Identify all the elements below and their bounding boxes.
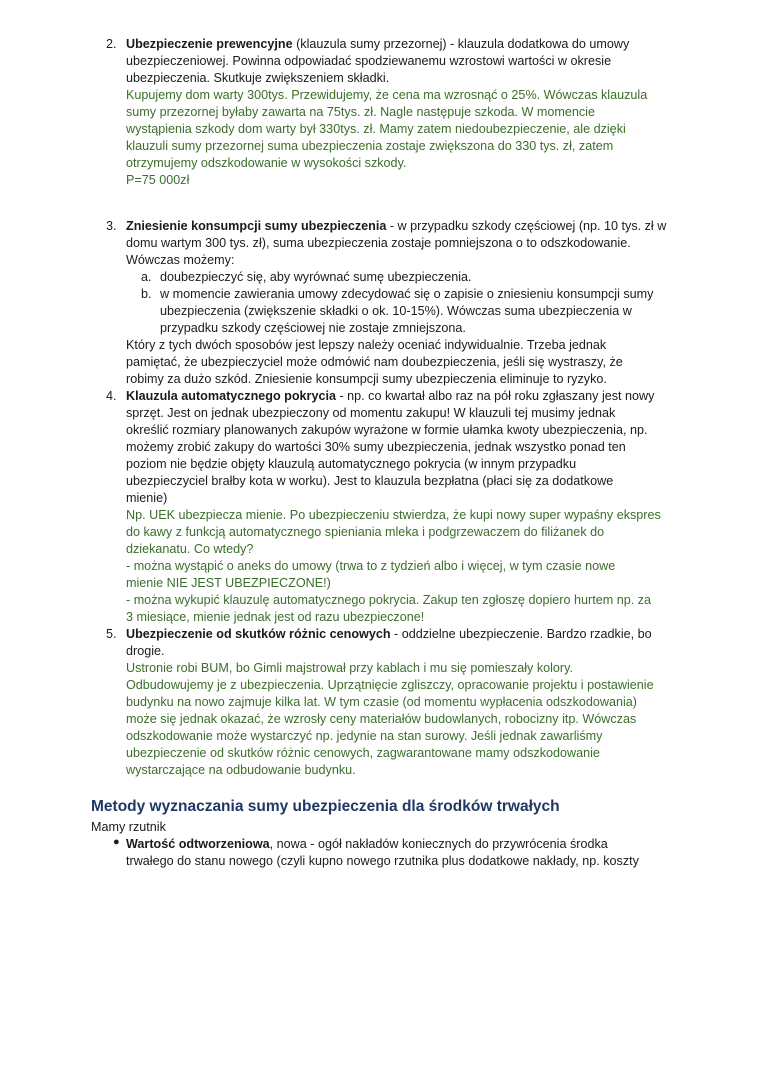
- item4-title: Klauzula automatycznego pokrycia: [126, 389, 336, 403]
- item5-example-line: wystarczające na odbudowanie budynku.: [126, 763, 356, 777]
- item5-title-line: [126, 626, 652, 643]
- item2-example-line: klauzuli sumy przezornej suma ubezpieczenia zostaje zwiększona do 330 tys. zł, zatem: [126, 139, 614, 153]
- item5-title-rest: - oddzielne ubezpieczenie. Bardzo rzadkie, bo: [390, 627, 652, 641]
- item4-title-rest: - np. co kwartał albo raz na pół roku zgłaszany jest nowy: [335, 389, 655, 403]
- item3-sub-b-line: ubezpieczenia (zwiększenie składki o ok. 10-15%). Wówczas suma ubezpieczenia w: [160, 304, 632, 318]
- item2-title: Ubezpieczenie prewencyjne: [126, 37, 293, 51]
- item4-example-line: 3 miesiące, mienie jednak jest od razu ubezpieczone!: [126, 610, 425, 624]
- section-heading: Metody wyznaczania sumy ubezpieczenia dla środków trwałych: [91, 798, 560, 815]
- item3-title-line: [126, 218, 666, 235]
- item5-title: Ubezpieczenie od skutków różnic cenowych: [126, 627, 391, 641]
- item3-sub-b-line: w momencie zawierania umowy zdecydować się o zapisie o zniesieniu konsumpcji sumy: [160, 287, 654, 301]
- item5-example-line: budynku na nowo zajmuje kilka lat. W tym czasie (od momentu wypłacenia odszkodowania): [126, 695, 637, 709]
- item4-example-line: - można wystąpić o aneks do umowy (trwa to z tydzień albo i więcej, w tym czasie nowe: [126, 559, 616, 573]
- item3-title-rest: - w przypadku szkody częściowej (np. 10 tys. zł w: [386, 219, 667, 233]
- item4-example-line: Np. UEK ubezpiecza mienie. Po ubezpieczeniu stwierdza, że kupi nowy super wypaśny ekspres: [126, 508, 661, 522]
- item2-line: ubezpieczeniowej. Powinna odpowiadać spodziewanemu wzrostowi wartości w okresie: [126, 54, 612, 68]
- item5-example-line: Odbudowujemy je z ubezpieczenia. Uprzątnięcie zgliszczy, opracowanie projektu i postawienie: [126, 678, 654, 692]
- item2-title-rest: (klauzula sumy przezornej) - klauzula dodatkowa do umowy: [292, 37, 630, 51]
- item3-number: 3.: [106, 219, 117, 233]
- item5-line: drogie.: [126, 644, 165, 658]
- bullet-title: Wartość odtworzeniowa: [126, 837, 270, 851]
- item4-number: 4.: [106, 389, 117, 403]
- item5-example-line: Ustronie robi BUM, bo Gimli majstrował przy kablach i mu się pomieszały kolory.: [126, 661, 573, 675]
- item3-after-line: robimy za dużo szkód. Zniesienie konsumpcji sumy ubezpieczenia eliminuje to ryzyko.: [126, 372, 607, 386]
- item4-line: mienie): [126, 491, 168, 505]
- item3-sub-a: doubezpieczyć się, aby wyrównać sumę ubezpieczenia.: [160, 270, 472, 284]
- item2-example-line: sumy przezornej byłaby zawarta na 75tys. zł. Nagle następuje szkoda. W momencie: [126, 105, 595, 119]
- item5-number: 5.: [106, 627, 117, 641]
- item4-example-line: do kawy z funkcją automatycznego spieniania mleka i podgrzewaczem do filiżanek do: [126, 525, 605, 539]
- item4-line: ubezpieczyciel brałby kota w worku). Jest to klauzula bezpłatna (płaci się za dodatkowe: [126, 474, 614, 488]
- item4-line: sprzęt. Jest on jednak ubezpieczony od momentu zakupu! W klauzuli tej musimy jednak: [126, 406, 616, 420]
- item5-example-line: odszkodowanie może wystarczyć np. jedynie na stan surowy. Jeśli jednak zawarliśmy: [126, 729, 603, 743]
- item2-number: 2.: [106, 37, 117, 51]
- bullet-line-2: trwałego do stanu nowego (czyli kupno nowego rzutnika plus dodatkowe nakłady, np. koszty: [126, 854, 639, 868]
- item3-sub-a-letter: a.: [141, 270, 152, 284]
- item2-line: ubezpieczenia. Skutkuje zwiększeniem składki.: [126, 71, 390, 85]
- item3-after-line: Który z tych dwóch sposobów jest lepszy należy oceniać indywidualnie. Trzeba jednak: [126, 338, 607, 352]
- item2-example-line: otrzymujemy odszkodowanie w wysokości szkody.: [126, 156, 407, 170]
- item3-title: Zniesienie konsumpcji sumy ubezpieczenia: [126, 219, 387, 233]
- item3-line: Wówczas możemy:: [126, 253, 235, 267]
- item4-title-line: [126, 388, 654, 405]
- item3-sub-b-line: przypadku szkody częściowej nie zostaje zmniejszona.: [160, 321, 466, 335]
- item3-sub-b-letter: b.: [141, 287, 152, 301]
- bullet-icon: ●: [113, 836, 120, 848]
- item2-example-line: P=75 000zł: [126, 173, 190, 187]
- item3-line: domu wartym 300 tys. zł), suma ubezpieczenia zostaje pomniejszona o to odszkodowanie.: [126, 236, 631, 250]
- item2-example-line: wystąpienia szkody dom warty był 330tys. zł. Mamy zatem niedoubezpieczenie, ale dzięki: [126, 122, 626, 136]
- item4-example-line: dziekanatu. Co wtedy?: [126, 542, 254, 556]
- item4-example-line: mienie NIE JEST UBEZPIECZONE!): [126, 576, 331, 590]
- item5-example-line: ubezpieczenie od skutków różnic cenowych, zagwarantowane mamy odszkodowanie: [126, 746, 600, 760]
- item5-example-line: może się jednak okazać, że wzrosły ceny materiałów budowlanych, robocizny itp. Wówczas: [126, 712, 637, 726]
- bullet-line: [126, 836, 608, 853]
- item3-after-line: pamiętać, że ubezpieczyciel może odmówić nam doubezpieczenia, jeśli się wystraszy, że: [126, 355, 623, 369]
- bullet-title-rest: , nowa - ogół nakładów koniecznych do przywrócenia środka: [269, 837, 608, 851]
- item4-line: możemy zrobić zakupy do wartości 30% sumy ubezpieczenia, jednak wszystko ponad ten: [126, 440, 626, 454]
- item4-example-line: - można wykupić klauzulę automatycznego pokrycia. Zakup ten zgłoszę dopiero hurtem np. za: [126, 593, 652, 607]
- item4-line: określić rozmiary planowanych zakupów wyrażone w formie ułamka kwoty ubezpieczenia, np.: [126, 423, 648, 437]
- item2-title-line: [126, 36, 629, 53]
- item4-line: poziom nie będzie objęty klauzulą automatycznego pokrycia (w innym przypadku: [126, 457, 577, 471]
- item2-example-line: Kupujemy dom warty 300tys. Przewidujemy, że cena ma wzrosnąć o 25%. Wówczas klauzula: [126, 88, 648, 102]
- section-intro: Mamy rzutnik: [91, 820, 166, 834]
